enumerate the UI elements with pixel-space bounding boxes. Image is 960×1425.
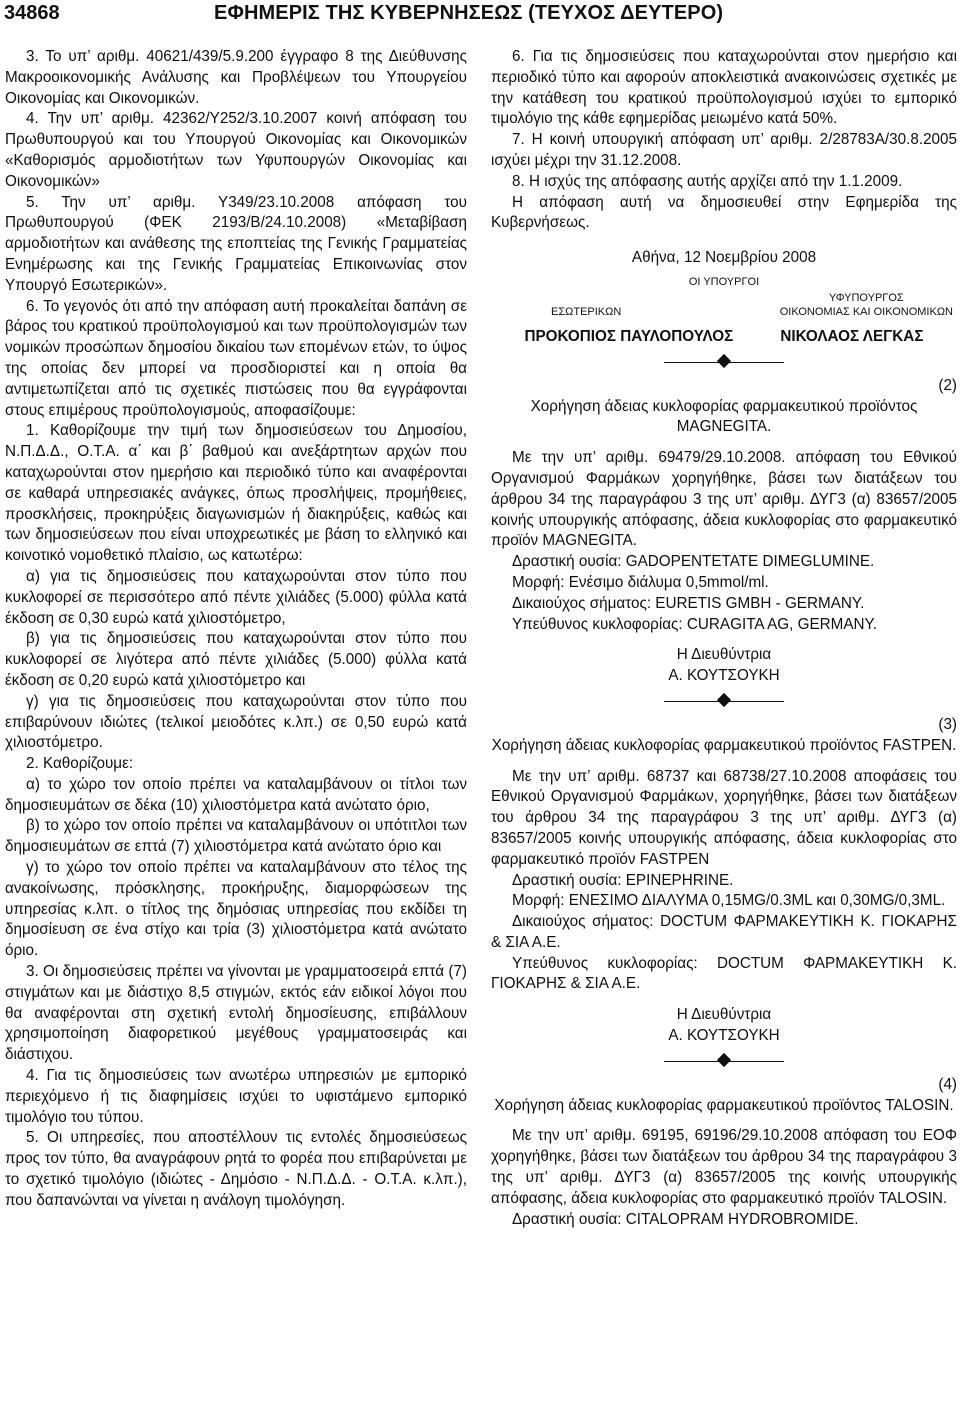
left-paragraph: 3. Το υπ’ αριθμ. 40621/439/5.9.200 έγγραφο 8 της Διεύθυνσης Μακροοικονομικής Ανάλυσης και Προβλέψεων του Υπουργείου Οικονομίας και Οικονομικών. xyxy=(5,48,467,107)
section-divider xyxy=(664,1053,784,1071)
signature-name-left: ΠΡΟΚΟΠΙΟΣ ΠΑΥΛΟΠΟΥΛΟΣ xyxy=(524,327,734,345)
left-paragraph: α) για τις δημοσιεύσεις που καταχωρούνται στον τύπο που κυκλοφορεί σε περισσότερο από πέντε χιλιάδες (5.000) φύλλα κατά έκδοση σε 0,30 ευρώ κατά χιλιοστόμετρο, xyxy=(5,567,467,627)
decision-4 xyxy=(491,1075,957,1231)
gazette-title: ΕΦΗΜΕΡΙΣ ΤΗΣ ΚΥΒΕΡΝΗΣΕΩΣ (ΤΕΥΧΟΣ ΔΕΥΤΕΡΟ) xyxy=(214,2,724,24)
signature-name-right: ΝΙΚΟΛΑΟΣ ΛΕΓΚΑΣ xyxy=(780,327,924,345)
left-paragraph: β) για τις δημοσιεύσεις που καταχωρούνται στον τύπο που κυκλοφορεί σε λιγότερα από πέντε χιλιάδες (5.000) φύλλα κατά έκδοση σε 0,20 ευρώ κατά χιλιοστόμετρο και xyxy=(5,630,467,689)
decision-body: Υπεύθυνος κυκλοφορίας: CURAGITA AG, GERMANY. xyxy=(512,615,877,633)
page-number: 34868 xyxy=(4,2,60,24)
left-column xyxy=(5,47,467,1212)
decision-signer-name: Α. ΚΟΥΤΣΟΥΚΗ xyxy=(668,667,780,685)
left-paragraph: 5. Την υπ’ αριθμ. Υ349/23.10.2008 απόφαση του Πρωθυπουργού (ΦΕΚ 2193/Β/24.10.2008) «Μεταβίβαση αρμοδιοτήτων και ανάθεσης της εποπτείας της Γενικής Γραμματείας Ενημέρωσης και της Γενικής Γραμματείας Επικοινωνίας στον Υπουργό Εσωτερικών». xyxy=(5,193,467,294)
left-paragraph: α) το χώρο τον οποίο πρέπει να καταλαμβάνουν οι τίτλοι των δημοσιευμάτων σε δέκα (10) χιλιοστόμετρα κατά ανώτατο όριο, xyxy=(5,775,467,814)
left-paragraph: 1. Καθορίζουμε την τιμή των δημοσιεύσεων του Δημοσίου, Ν.Π.Δ.Δ., Ο.Τ.Α. α΄ και β΄ βαθμού και ανεξάρτητων αρχών που καταχωρούνται στον ημερήσιο και περιοδικό τύπο και αναφέρονται σε καθαρά υπηρεσιακές ανάγκες, όπως προσλήψεις, προμήθειες, προσκλήσεις, προκηρύξεις διαγωνισμών ή διακηρύξεις, καθώς και των δημοσιεύσεων που είναι υποχρεωτικές με βάση το ελληνικό και κοινοτικό νομοθετικό πλαίσιο, ως κατωτέρω: xyxy=(5,422,467,565)
left-paragraph: 2. Καθορίζουμε: xyxy=(26,755,134,773)
decision-title: Χορήγηση άδειας κυκλοφορίας φαρμακευτικού προϊόντος TALOSIN. xyxy=(494,1096,954,1114)
left-paragraph: 3. Οι δημοσιεύσεις πρέπει να γίνονται με γραμματοσειρά επτά (7) στιγμάτων και με διάστιχο 8,5 στιγμών, εκτός εάν ειδικοί λόγοι που θα αναφέρονται στη σχετική εντολή δημοσίευσης, επιβάλλουν χρησιμοποίηση διαφορετικού μεγέθους γραμματοσειράς και διάστιχου. xyxy=(5,963,467,1064)
left-paragraph: 4. Για τις δημοσιεύσεις των ανωτέρω υπηρεσιών με εμπορικό περιεχόμενο ή τις διαφημίσεις ισχύει το υφιστάμενο εμπορικό τιμολόγιο του τύπου. xyxy=(5,1067,467,1126)
decision-body: Δραστική ουσία: CITALOPRAM HYDROBROMIDE. xyxy=(512,1210,859,1228)
section-divider xyxy=(664,354,784,372)
decision-body: Με την υπ’ αριθμ. 69479/29.10.2008. απόφαση του Εθνικού Οργανισμού Φαρμάκων χορηγήθηκε, βάσει των διατάξεων του άρθρου 34 της παραγράφου 3 της υπ’ αριθμ. ΔΥΓ3 (α) 83657/2005 κοινής υπουργικής απόφασης, άδεια κυκλοφορίας στο φαρμακευτικό προϊόν MAGNEGITA. xyxy=(491,449,957,550)
section-divider xyxy=(664,693,784,711)
decision-body: Δικαιούχος σήματος: EURETIS GMBH - GERMANY. xyxy=(512,594,865,612)
decision-body: Δικαιούχος σήματος: DOCTUM ΦΑΡΜΑΚΕΥΤΙΚΗ Κ. ΓΙΟΚΑΡΗΣ & ΣΙΑ Α.Ε. xyxy=(491,913,957,951)
signature-place-date: Αθήνα, 12 Νοεμβρίου 2008 xyxy=(631,249,817,267)
decision-number: (2) xyxy=(938,376,957,394)
decision-signer-role: Η Διευθύντρια xyxy=(676,646,772,664)
left-paragraph: β) το χώρο τον οποίο πρέπει να καταλαμβάνουν οι υπότιτλοι των δημοσιευμάτων σε επτά (7) χιλιοστόμετρα κατά ανώτατο όριο και xyxy=(5,817,467,856)
decision-signer-role: Η Διευθύντρια xyxy=(676,1006,772,1024)
left-paragraph: γ) το χώρο τον οποίο πρέπει να καταλαμβάνουν στο τέλος της ανακοίνωσης, πρόσκλησης, προκήρυξης, διαμορφώσεων της υπηρεσίας κ.λπ. ο τίτλος της δημόσιας υπηρεσίας που εκδίδει τη δημοσίευση σε ένα στίχο και τρία (3) χιλιοστόμετρα κατά ανώτατο όριο. xyxy=(5,859,467,960)
left-paragraph: 4. Την υπ’ αριθμ. 42362/Υ252/3.10.2007 κοινή απόφαση του Πρωθυπουργού και του Υπουργού Οικονομίας και Οικονομικών «Καθορισμός αρμοδιοτήτων των Υφυπουργών Οικονομίας και Οικονομικών» xyxy=(5,110,467,190)
decision-title: Χορήγηση άδειας κυκλοφορίας φαρμακευτικού προϊόντος FASTPEN. xyxy=(491,736,957,754)
decision-body: Υπεύθυνος κυκλοφορίας: DOCTUM ΦΑΡΜΑΚΕΥΤΙΚΗ Κ. ΓΙΟΚΑΡΗΣ & ΣΙΑ Α.Ε. xyxy=(491,954,957,993)
signature-dept-right-top: ΥΦΥΠΟΥΡΓΟΣ xyxy=(829,291,904,304)
signature-departments xyxy=(491,291,957,319)
signature-names xyxy=(491,327,957,348)
signature-dept-left: ΕΣΩΤΕΡΙΚΩΝ xyxy=(551,305,622,318)
decision-body: Δραστική ουσία: EPINEPHRINE. xyxy=(512,871,734,889)
signature-role: ΟΙ ΥΠΟΥΡΓΟΙ xyxy=(688,275,760,288)
signature-block xyxy=(491,248,957,348)
decision-body: Μορφή: Ενέσιμο διάλυμα 0,5mmol/ml. xyxy=(512,573,769,591)
decision-number: (4) xyxy=(938,1075,957,1093)
decision-body: Με την υπ’ αριθμ. 69195, 69196/29.10.2008 απόφαση του ΕΟΦ χορηγήθηκε, βάσει των διατάξεων του άρθρου 34 της παραγράφου 3 της υπ’ αριθμ. ΔΥΓ3 (α) 83657/2005 της κοινής υπουργικής απόφασης, άδεια κυκλοφορίας στο φαρμακευτικό προϊόν TALOSIN. xyxy=(491,1127,957,1207)
left-paragraph: γ) για τις δημοσιεύσεις που καταχωρούνται στον τύπο που επιβαρύνουν ιδιώτες (τελικοί μειοδότες κ.λπ.) σε 0,50 ευρώ κατά χιλιοστόμετρο. xyxy=(5,692,467,752)
left-paragraph: 5. Οι υπηρεσίες, που αποστέλλουν τις εντολές δημοσιεύσεως προς τον τύπο, θα αναγράφουν ρητά το φορέα που επιβαρύνεται με το σχετικό τιμολόγιο (ιδιώτες - Δημόσιο - Ν.Π.Δ.Δ. - Ο.Τ.Α. κ.λπ.), που δαπανώνται να γίνεται η ανάλογη τιμολόγηση. xyxy=(5,1129,467,1209)
decision-body: Δραστική ουσία: GADOPENTETATE DIMEGLUMINE. xyxy=(512,553,875,571)
page-header xyxy=(0,0,960,36)
decision-signer-name: Α. ΚΟΥΤΣΟΥΚΗ xyxy=(668,1027,780,1045)
decision-body: Μορφή: ΕΝΕΣΙΜΟ ΔΙΑΛΥΜΑ 0,15MG/0.3ML και 0,30MG/0,3ML. xyxy=(512,892,946,910)
right-paragraph: Η απόφαση αυτή να δημοσιευθεί στην Εφημερίδα της Κυβερνήσεως. xyxy=(491,193,957,232)
signature-dept-right-name: ΟΙΚΟΝΟΜΙΑΣ ΚΑΙ ΟΙΚΟΝΟΜΙΚΩΝ xyxy=(779,305,953,318)
left-paragraph: 6. Το γεγονός ότι από την απόφαση αυτή προκαλείται δαπάνη σε βάρος του κρατικού προϋπολογισμού και των προϋπολογισμών των νομικών προσώπων δημοσίου δικαίου των επομένων ετών, το ύψος της οποίας δεν μπορεί να προσδιοριστεί και η οποία θα αντιμετωπίζεται από τις σχετικές πιστώσεις που θα εγγράφονται στους επιμέρους προϋπολογισμούς, αποφασίζουμε: xyxy=(5,297,467,419)
right-paragraph: 6. Για τις δημοσιεύσεις που καταχωρούνται στον ημερήσιο και περιοδικό τύπο και αφορούν αποκλειστικά ανακοινώσεις σχετικές με την κατάθεση του κρατικού προϋπολογισμού ισχύει το εμπορικό τιμολόγιο της κάθε εφημερίδας μειωμένο κατά 50%. xyxy=(491,48,957,128)
right-column xyxy=(491,47,957,1230)
decision-number: (3) xyxy=(938,715,957,733)
decision-title: Χορήγηση άδειας κυκλοφορίας φαρμακευτικού προϊόντος MAGNEGITA. xyxy=(530,397,918,436)
decision-2 xyxy=(491,376,957,687)
decision-3 xyxy=(491,715,957,1047)
right-paragraph: 8. Η ισχύς της απόφασης αυτής αρχίζει από την 1.1.2009. xyxy=(512,172,903,190)
right-paragraph: 7. Η κοινή υπουργική απόφαση υπ’ αριθμ. 2/28783Α/30.8.2005 ισχύει μέχρι την 31.12.2008. xyxy=(491,131,957,169)
signature-dept-right xyxy=(780,291,953,319)
decision-body: Με την υπ’ αριθμ. 68737 και 68738/27.10.2008 αποφάσεις του Εθνικού Οργανισμού Φαρμάκων, χορηγήθηκε, βάσει των διατάξεων του άρθρου 34 της παραγράφου 3 της υπ’ αριθμ. ΔΥΓ3 (α) 83657/2005 κοινής υπουργικής απόφασης, άδεια κυκλοφορίας στο φαρμακευτικό προϊόν FASTPEN xyxy=(491,767,957,868)
